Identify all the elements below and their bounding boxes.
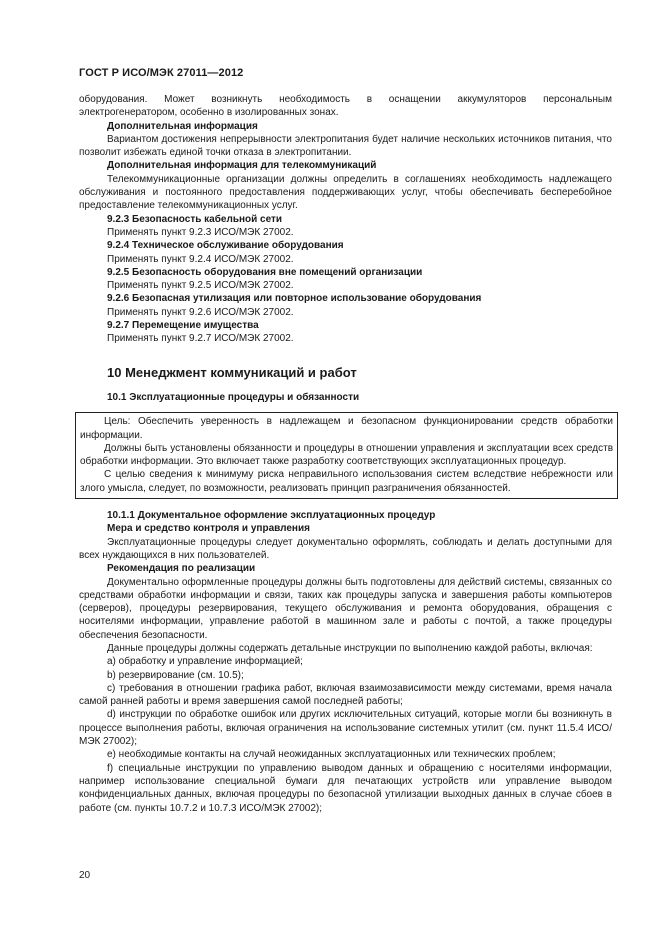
paragraph: Применять пункт 9.2.7 ИСО/МЭК 27002. [107, 333, 294, 345]
paragraph: Данные процедуры должны содержать детальные инструкции по выполнению каждой работы, включая: [107, 642, 593, 654]
box-paragraph: Цель: Обеспечить уверенность в надлежащем и безопасном функционировании средств обработки информации. [80, 416, 613, 441]
subheading-control-measure: Мера и средство контроля и управления [107, 523, 310, 535]
page-number: 20 [79, 870, 91, 881]
paragraph: Документально оформленные процедуры должны быть подготовлены для действий системы, связанных со средствами обработки информации и связи, таких как процедуры запуска и завершения работы компьютеров (серверов), процедуры резервирования, текущего обслуживания и ремонта оборудования, обращения с носителями информации, управление работой в машинном зале и работы с почтой, а также процедуры обеспечения безопасности. [79, 576, 612, 641]
section-heading-10-1-1: 10.1.1 Документальное оформление эксплуатационных процедур [107, 510, 436, 522]
box-paragraph: Должны быть установлены обязанности и процедуры в отношении управления и эксплуатации всех средств обработки информации. Это включает также разработку соответствующих эксплуатационных процедур. [80, 442, 613, 468]
list-item: e) необходимые контакты на случай неожиданных эксплуатационных или технических проблем; [107, 749, 556, 761]
box-paragraph: С целью сведения к минимуму риска неправильного использования систем вследствие небрежности или злого умысла, следует, по возможности, реализовать принцип разграничения обязанностей. [80, 469, 613, 494]
paragraph: Телекоммуникационные организации должны определить в соглашениях необходимость надлежащего обслуживания и постоянного предоставления поддерживающих услуг, чтобы обеспечивать бесперебойное предоставление телекоммуникационных услуг. [79, 173, 612, 212]
subheading-additional-info: Дополнительная информация [107, 120, 258, 132]
paragraph: Эксплуатационные процедуры следует документально оформлять, соблюдать и делать доступными для всех нуждающихся в них пользователей. [79, 536, 612, 561]
list-item: d) инструкции по обработке ошибок или других исключительных ситуаций, которые могли бы возникнуть в процессе выполнения работы, включая ограничения на использование системных утилит (см. пункт 11.5.4 ИСО/МЭК 27002); [79, 709, 612, 748]
section-heading-9-2-5: 9.2.5 Безопасность оборудования вне помещений организации [107, 266, 423, 278]
list-item: a) обработку и управление информацией; [107, 656, 303, 668]
paragraph: Применять пункт 9.2.6 ИСО/МЭК 27002. [107, 306, 294, 318]
list-item: c) требования в отношении графика работ, включая взаимозависимости между системами, время начала самой ранней работы и время завершения самой последней работы; [79, 682, 612, 708]
subheading-additional-info-telecom: Дополнительная информация для телекоммуникаций [107, 160, 377, 172]
section-heading-9-2-6: 9.2.6 Безопасная утилизация или повторное использование оборудования [107, 293, 482, 305]
running-header: ГОСТ Р ИСО/МЭК 27011—2012 [79, 67, 244, 79]
page-body [79, 93, 612, 815]
paragraph: Применять пункт 9.2.3 ИСО/МЭК 27002. [107, 226, 294, 238]
chapter-heading-10: 10 Менеджмент коммуникаций и работ [107, 364, 357, 380]
objective-box [75, 412, 618, 499]
section-heading-9-2-7: 9.2.7 Перемещение имущества [107, 320, 259, 332]
section-heading-10-1: 10.1 Эксплуатационные процедуры и обязанности [107, 391, 360, 403]
paragraph: Применять пункт 9.2.5 ИСО/МЭК 27002. [107, 280, 294, 292]
paragraph: оборудования. Может возникнуть необходимость в оснащении аккумуляторов персональным электрогенератором, особенно в изолированных зонах. [79, 94, 612, 119]
subheading-implementation: Рекомендация по реализации [107, 563, 256, 575]
paragraph: Вариантом достижения непрерывности электропитания будет наличие нескольких источников питания, что позволит избежать единой точки отказа в электропитании. [79, 133, 612, 159]
paragraph: Применять пункт 9.2.4 ИСО/МЭК 27002. [107, 253, 294, 265]
list-item: b) резервирование (см. 10.5); [107, 669, 244, 681]
section-heading-9-2-3: 9.2.3 Безопасность кабельной сети [107, 213, 283, 225]
list-item: f) специальные инструкции по управлению выводом данных и обращению с носителями информации, например использование специальной бумаги для печатающих устройств или управление выводом конфиденциальных данных, включая процедуры по безопасной утилизации выходных данных в случае сбоев в работе (см. пункты 10.7.2 и 10.7.3 ИСО/МЭК 27002); [79, 762, 612, 814]
section-heading-9-2-4: 9.2.4 Техническое обслуживание оборудования [107, 240, 344, 252]
